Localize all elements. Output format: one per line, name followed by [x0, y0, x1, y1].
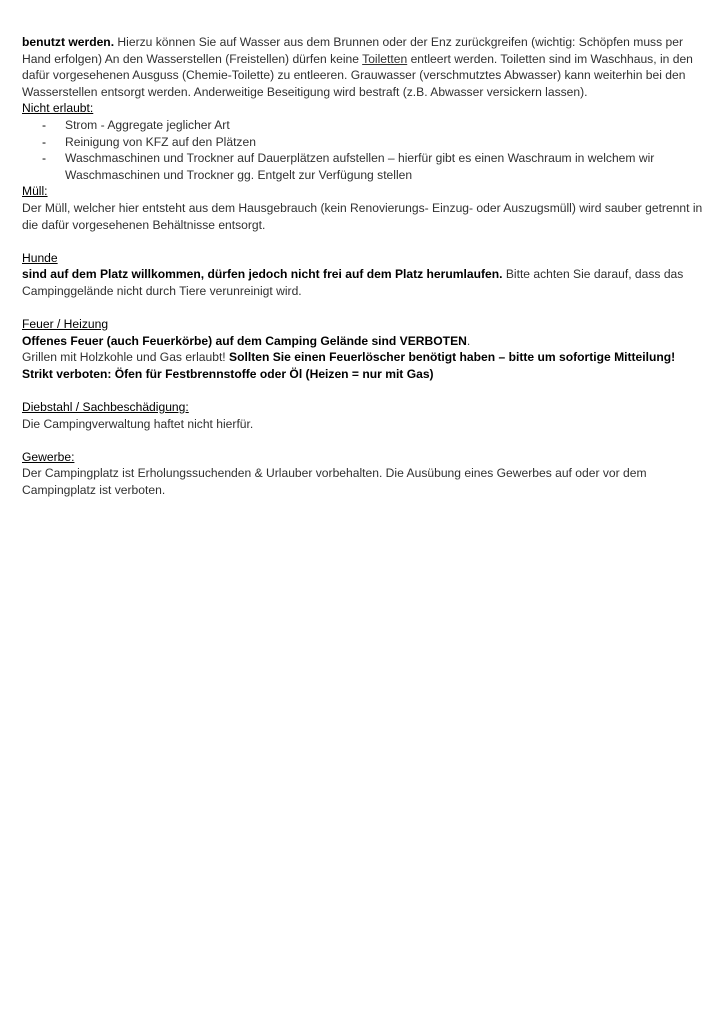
- list-item: - Waschmaschinen und Trockner auf Dauerplätzen aufstellen – hierfür gibt es einen Waschraum in welchem wir Waschmaschinen und Trockner gg. Entgelt zur Verfügung stellen: [42, 151, 655, 182]
- diebstahl-text: Die Campingverwaltung haftet nicht hierfür.: [22, 416, 254, 431]
- intro-lead: benutzt werden.: [22, 35, 115, 49]
- hunde-text: Bitte achten Sie darauf, dass das Campinggelände nicht durch Tiere verunreinigt wird.: [22, 267, 684, 298]
- nicht-erlaubt-list: [22, 117, 706, 183]
- intro-text-1: Hierzu können Sie auf Wasser aus dem Brunnen oder der Enz zurückgreifen (wichtig: Schöpfen muss per Hand erfolgen) An den Wasserstellen (Freistellen) dürfen keine: [22, 35, 683, 66]
- list-item: - Strom - Aggregate jeglicher Art: [42, 117, 230, 132]
- diebstahl-heading: Diebstahl / Sachbeschädigung:: [22, 400, 189, 415]
- bullet-dash: -: [42, 117, 47, 132]
- feuer-heading: Feuer / Heizung: [22, 317, 109, 332]
- hunde-heading: Hunde: [22, 250, 58, 265]
- muell-heading: Müll:: [22, 184, 48, 199]
- hunde-paragraph: [22, 266, 706, 299]
- gewerbe-text: Der Campingplatz ist Erholungssuchenden & Urlauber vorbehalten. Die Ausübung eines Gewerbes auf oder vor dem Campingplatz ist verboten.: [22, 466, 647, 498]
- bullet-dash: -: [42, 151, 47, 166]
- nicht-erlaubt-heading: Nicht erlaubt:: [22, 101, 94, 116]
- intro-text-2: entleert werden. Toiletten sind im Waschhaus, in den dafür vorgesehenen Ausguss (Chemie-Toilette) zu entleeren. Grauwasser (verschmutztes Abwasser) kann weiterhin bei den Wasserstellen entsorgt werden. Anderweitige Beseitigung wird bestraft (z.B. Abwasser versickern lassen).: [22, 51, 693, 99]
- gewerbe-heading: Gewerbe:: [22, 449, 75, 464]
- feuer-bold: Sollten Sie einen Feuerlöscher benötigt haben – bitte um sofortige Mitteilung! Strikt verboten: Öfen für Festbrennstoffe oder Öl (Heizen = nur mit Gas): [22, 350, 676, 381]
- list-item: - Reinigung von KFZ auf den Plätzen: [42, 134, 256, 149]
- feuer-paragraph: [22, 349, 706, 382]
- hunde-bold: sind auf dem Platz willkommen, dürfen jedoch nicht frei auf dem Platz herumlaufen.: [22, 267, 503, 282]
- muell-text: Der Müll, welcher hier entsteht aus dem Hausgebrauch (kein Renovierungs- Einzug- oder Auszugsmüll) wird sauber getrennt in die dafür vorgesehenen Behältnisse entsorgt.: [22, 200, 703, 232]
- bullet-dash: -: [42, 134, 47, 149]
- intro-paragraph: [22, 34, 706, 100]
- document-page: [22, 34, 706, 499]
- feuer-text: Grillen mit Holzkohle und Gas erlaubt!: [22, 350, 230, 365]
- feuer-line-1: Offenes Feuer (auch Feuerkörbe) auf dem Camping Gelände sind VERBOTEN.: [22, 333, 471, 348]
- toiletten-word: Toiletten: [362, 51, 408, 66]
